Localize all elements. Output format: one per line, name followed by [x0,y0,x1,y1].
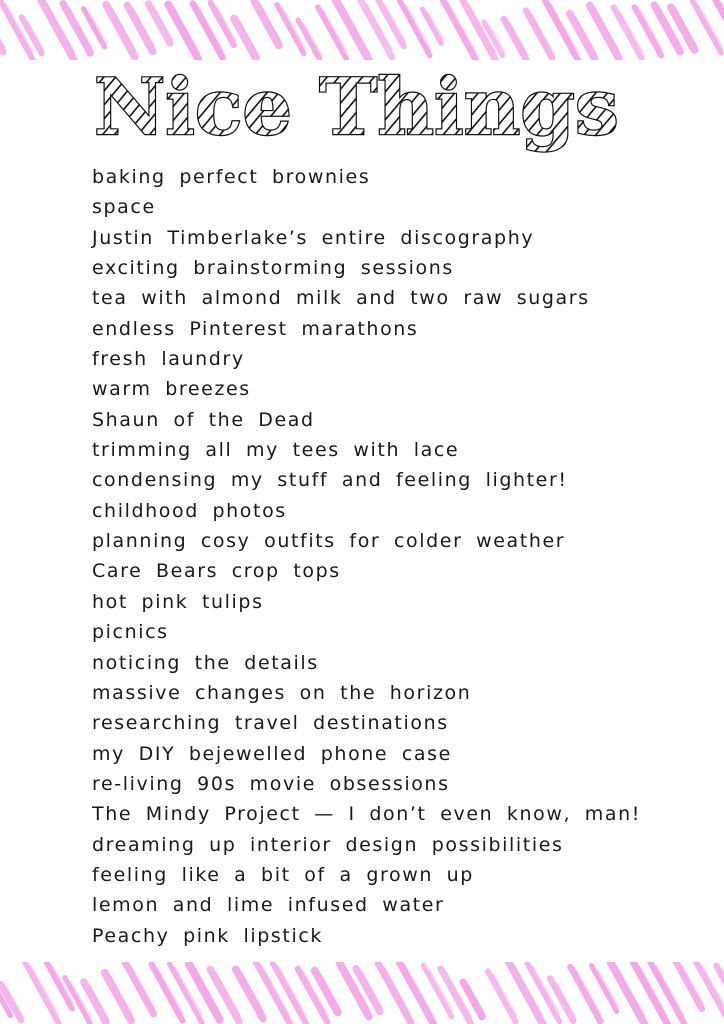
list-item: picnics [92,621,169,644]
list-item: re-living 90s movie obsessions [92,772,450,795]
page-title-text: Nice Things [94,62,619,153]
list-item: fresh laundry [92,348,245,371]
list-item: trimming all my tees with lace [92,439,460,462]
stripe-mark [168,4,198,58]
list-item: Peachy pink lipstick [92,924,324,947]
list-item: tea with almond milk and two raw sugars [92,287,590,310]
stripe-mark [0,12,5,47]
stripe-mark [125,963,153,1014]
stripe-mark [105,973,131,1021]
stripe-mark [526,11,552,59]
stripe-mark [234,19,256,59]
stripe-mark [131,967,154,1008]
list-item: feeling like a bit of a grown up [92,863,474,886]
stripe-mark [236,969,263,1018]
stripe-mark [494,975,517,1015]
list-item: planning cosy outfits for colder weather [92,530,566,553]
list-item: massive changes on the horizon [92,681,472,704]
stripe-mark [148,4,170,43]
stripe-mark [405,4,430,48]
list-item: Shaun of the Dead [92,408,315,431]
list-item: baking perfect brownies [92,166,371,188]
list-item: Care Bears crop tops [92,560,341,583]
list-item: dreaming up interior design possibilities [92,833,564,856]
list-item: Justin Timberlake’s entire discography [92,226,535,249]
bottom-stripe-pattern [0,962,724,1024]
list-item: researching travel destinations [92,712,449,735]
bottom-stripe-border [0,962,724,1024]
stripe-mark [515,966,543,1016]
list-item: condensing my stuff and feeling lighter! [92,469,568,492]
stripe-mark [488,971,516,1021]
top-stripe-pattern [0,0,724,60]
list-item: childhood photos [92,499,287,522]
nice-things-list [92,162,692,951]
list-item: space [92,196,156,219]
list-item: exciting brainstorming sessions [92,257,454,280]
page-title [92,62,652,172]
list-item: endless Pinterest marathons [92,317,419,340]
stripe-mark [254,1,279,46]
list-item: my DIY bejewelled phone case [92,742,452,765]
stripe-mark [504,19,526,60]
list-item: noticing the details [92,651,319,674]
list-item: hot pink tulips [92,590,264,613]
list-item: lemon and lime infused water [92,894,445,917]
list-item: warm breezes [92,378,251,401]
list-item: The Mindy Project — I don’t even know, man! [92,803,642,826]
page-title-graphic [92,62,652,172]
top-stripe-border [0,0,724,60]
